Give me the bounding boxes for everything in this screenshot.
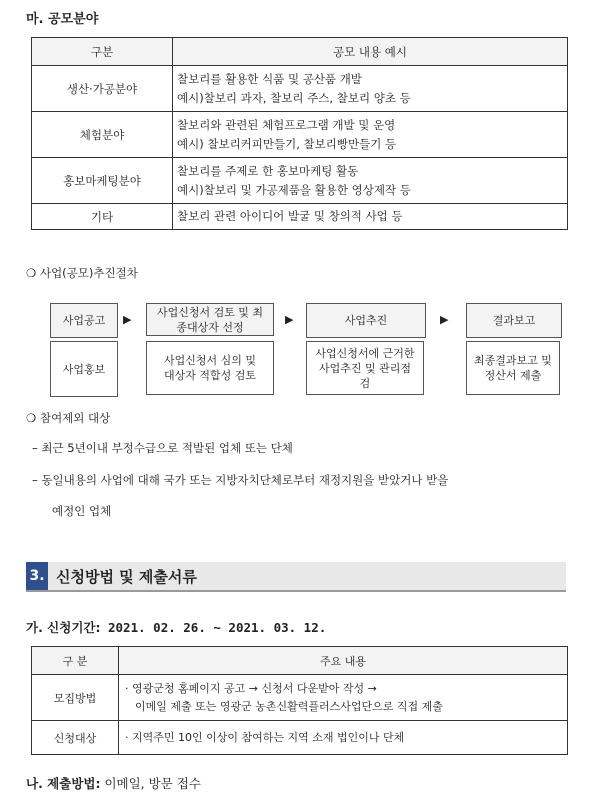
desc-line: 예시) 찰보리커피만들기, 찰보리빵만들기 등 <box>177 136 397 151</box>
step-title: 사업신청서 검토 및 최종대상자 선정 <box>146 303 274 336</box>
table-row <box>32 112 568 158</box>
table-header: 구분 <box>32 38 173 66</box>
desc-line: 찰보리와 관련된 체험프로그램 개발 및 운영 <box>177 117 396 132</box>
table-cell-category: 기타 <box>32 204 173 230</box>
desc-line: 찰보리를 주제로 한 홍보마케팅 활동 <box>177 163 359 178</box>
arrow-icon: ▶ <box>123 313 132 326</box>
table-header: 공모 내용 예시 <box>173 38 568 66</box>
table-header: 구 분 <box>32 647 119 675</box>
submit-value: 이메일, 방문 접수 <box>100 776 201 791</box>
exclusion-item: 예정인 업체 <box>52 504 112 518</box>
step-detail: 최종결과보고 및 정산서 제출 <box>466 341 560 395</box>
period-value: 2021. 02. 26. ~ 2021. 03. 12. <box>100 620 327 635</box>
table-cell-category: 생산·가공분야 <box>32 66 173 112</box>
arrow-icon: ▶ <box>285 313 294 326</box>
step-title: 사업추진 <box>306 303 426 338</box>
table-cell-desc <box>119 721 568 755</box>
desc-line: · 영광군청 홈페이지 공고 → 신청서 다운받아 작성 → <box>125 681 377 695</box>
table-row <box>32 675 568 721</box>
table-cell-category: 체험분야 <box>32 112 173 158</box>
table-cell-category: 신청대상 <box>32 721 119 755</box>
application-period <box>26 618 326 636</box>
table-row <box>32 721 568 755</box>
table-cell-desc <box>173 112 568 158</box>
step-title: 결과보고 <box>466 303 562 338</box>
desc-line: 이메일 제출 또는 영광군 농촌신활력플러스사업단으로 직접 제출 <box>135 699 443 713</box>
desc-line: 예시)찰보리 과자, 찰보리 주스, 찰보리 양초 등 <box>177 90 411 105</box>
desc-line: 찰보리를 활용한 식품 및 공산품 개발 <box>177 71 362 86</box>
table-cell-desc <box>173 158 568 204</box>
table-cell-desc <box>173 66 568 112</box>
submission-method <box>26 774 201 792</box>
table-cell-category: 모집방법 <box>32 675 119 721</box>
step-title: 사업공고 <box>50 303 118 338</box>
table-cell-desc <box>119 675 568 721</box>
exclusion-item: – 최근 5년이내 부정수급으로 적발된 업체 또는 단체 <box>32 441 293 455</box>
section-title: 신청방법 및 제출서류 <box>56 568 197 586</box>
step-detail: 사업홍보 <box>50 341 118 397</box>
desc-line: 찰보리 관련 아이디어 발굴 및 창의적 사업 등 <box>177 209 403 223</box>
table-row <box>32 66 568 112</box>
section-number: 3. <box>26 562 48 590</box>
table-header: 주요 내용 <box>119 647 568 675</box>
application-table <box>31 646 568 755</box>
table-cell-desc <box>173 204 568 230</box>
period-label: 가. 신청기간: <box>26 620 101 635</box>
section-heading-ma: 마. 공모분야 <box>26 12 99 27</box>
section-3-header <box>26 562 566 592</box>
arrow-icon: ▶ <box>440 313 449 326</box>
table-cell-category: 홍보마케팅분야 <box>32 158 173 204</box>
contest-field-table <box>31 37 568 230</box>
table-row <box>32 204 568 230</box>
procedure-heading: ❍ 사업(공모)추진절차 <box>26 266 138 280</box>
desc-line: 예시)찰보리 및 가공제품을 활용한 영상제작 등 <box>177 182 411 197</box>
exclusion-heading: ❍ 참여제외 대상 <box>26 411 111 425</box>
exclusion-item: – 동일내용의 사업에 대해 국가 또는 지방자치단체로부터 재정지원을 받았거나 받을 <box>32 473 449 487</box>
submit-label: 나. 제출방법: <box>26 776 101 791</box>
step-detail: 사업신청서에 근거한 사업추진 및 관리점검 <box>306 341 424 395</box>
step-detail: 사업신청서 심의 및 대상자 적합성 검토 <box>146 341 274 395</box>
desc-line: · 지역주민 10인 이상이 참여하는 지역 소재 법인이나 단체 <box>125 730 405 744</box>
table-row <box>32 158 568 204</box>
